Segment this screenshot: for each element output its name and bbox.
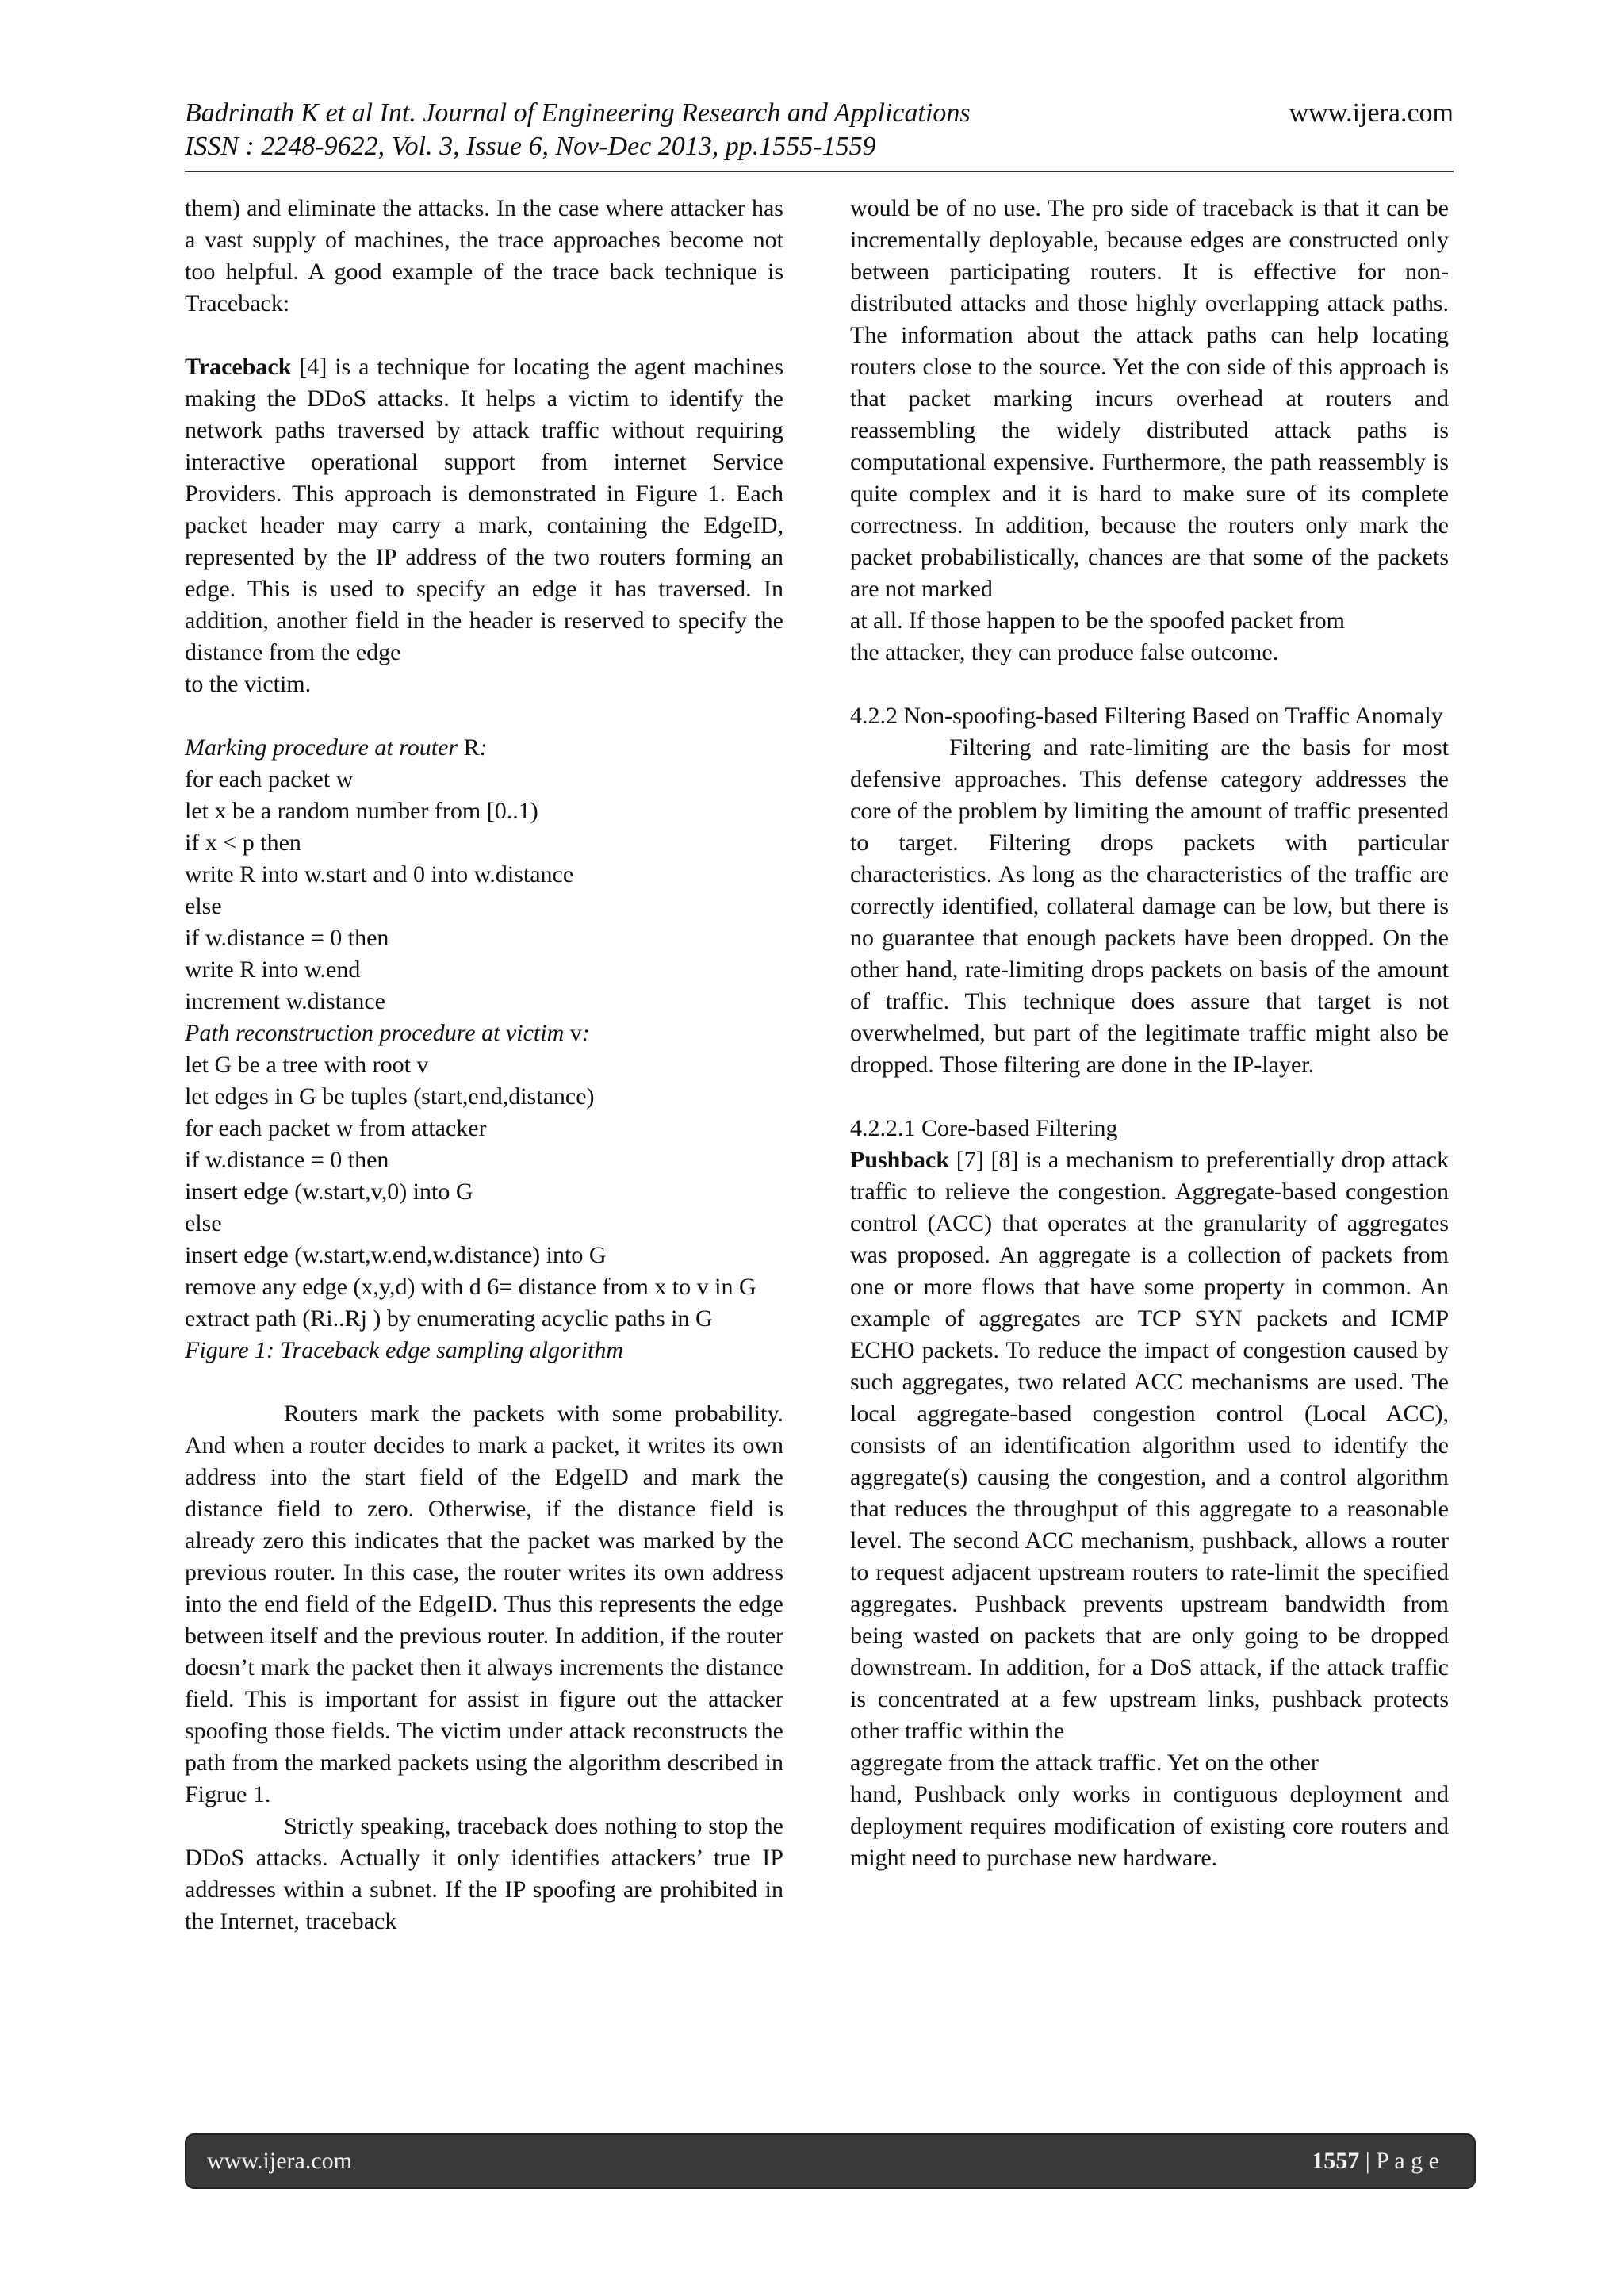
algorithm-line: let edges in G be tuples (start,end,distance) [185,1083,595,1110]
traceback-paragraph: Traceback [4] is a technique for locating the agent machines making the DDoS attacks. It helps a victim to identify the network paths traversed by attack traffic without requiring interactive operational support from internet Service Providers. This approach is demonstrated in Figure 1. Each packet header may carry a mark, containing the EdgeID, represented by the IP address of the two routers forming an edge. This is used to specify an edge it has traversed. In addition, another field in the header is reserved to specify the distance from the edge [185,354,783,665]
algorithm-line: increment w.distance [185,988,385,1014]
algorithm-line: else [185,1210,222,1236]
page-number: 1557 | P a g e [1312,2148,1439,2174]
pushback-paragraph: Pushback [7] [8] is a mechanism to preferentially drop attack traffic to relieve the congestion. Aggregate-based congestion control (ACC) that operates at the granularity of aggregates was proposed. An aggregate is a collection of packets from one or more flows that have some property in common. An example of aggregates are TCP SYN packets and ICMP ECHO packets. To reduce the impact of congestion caused by such aggregates, two related ACC mechanisms are used. The local aggregate-based congestion control (Local ACC), consists of an identification algorithm used to identify the aggregate(s) causing the congestion, and a control algorithm that reduces the throughput of this aggregate to a reasonable level. The second ACC mechanism, pushback, allows a router to request adjacent upstream routers to rate-limit the specified aggregates. Pushback prevents upstream bandwidth from being wasted on packets that are only going to be dropped downstream. In addition, for a DoS attack, if the attack traffic is concentrated at a few upstream links, pushback protects other traffic within the [850,1147,1449,1744]
left-column [185,193,783,1938]
paragraph: them) and eliminate the attacks. In the case where attacker has a vast supply of machines, the trace approaches become not too helpful. A good example of the trace back technique is Traceback: [185,195,783,316]
term-pushback: Pushback [850,1147,950,1173]
algorithm-line: let x be a random number from [0..1) [185,798,538,824]
algorithm-line: if x < p then [185,830,301,856]
paragraph: Strictly speaking, traceback does nothing to stop the DDoS attacks. Actually it only identifies attackers’ true IP addresses within a subnet. If the IP spoofing are prohibited in the Internet, traceback [185,1813,783,1934]
algorithm-line: if w.distance = 0 then [185,925,389,951]
paragraph-tail: the attacker, they can produce false outcome. [850,639,1279,665]
algorithm-line: insert edge (w.start,v,0) into G [185,1179,473,1205]
paragraph-tail: to the victim. [185,671,312,697]
algorithm-line: for each packet w from attacker [185,1115,487,1141]
running-header [185,97,1454,163]
algorithm-line: for each packet w [185,766,354,792]
algorithm-line: let G be a tree with root v [185,1052,429,1078]
paragraph: Routers mark the packets with some probability. And when a router decides to mark a packet, it writes its own address into the start field of the EdgeID and mark the distance field to zero. Otherwise, if the distance field is already zero this indicates that the packet was marked by the previous router. In this case, the router writes its own address into the end field of the EdgeID. Thus this represents the edge between itself and the previous router. In addition, if the router doesn’t mark the packet then it always increments the distance field. This is important for assist in figure out the attacker spoofing those fields. The victim under attack reconstructs the path from the marked packets using the algorithm described in Figrue 1. [185,1401,783,1807]
issn-line: ISSN : 2248-9622, Vol. 3, Issue 6, Nov-Dec 2013, pp.1555-1559 [185,132,876,161]
paragraph-tail: aggregate from the attack traffic. Yet on the other [850,1750,1319,1776]
section-heading: 4.2.2 Non-spoofing-based Filtering Based on Traffic Anomaly [850,703,1443,729]
algorithm-line: write R into w.end [185,956,361,983]
algorithm-line: insert edge (w.start,w.end,w.distance) into G [185,1242,607,1268]
algorithm-line: extract path (Ri..Rj ) by enumerating acyclic paths in G [185,1305,713,1332]
algorithm-line: if w.distance = 0 then [185,1147,389,1173]
footer-url[interactable]: www.ijera.com [207,2148,352,2174]
header-rule [185,171,1454,172]
algorithm-line: else [185,893,222,919]
figure-caption: Figure 1: Traceback edge sampling algorithm [185,1337,623,1363]
algorithm-block [185,732,783,1366]
algorithm-heading: Path reconstruction procedure at victim v: [185,1020,590,1046]
journal-title: Badrinath K et al Int. Journal of Engineering Research and Applications [185,98,971,128]
algorithm-line: remove any edge (x,y,d) with d 6= distance from x to v in G [185,1274,756,1300]
paragraph: Filtering and rate-limiting are the basis for most defensive approaches. This defense category addresses the core of the problem by limiting the amount of traffic presented to target. Filtering drops packets with particular characteristics. As long as the characteristics of the traffic are correctly identified, collateral damage can be low, but there is no guarantee that enough packets have been dropped. On the other hand, rate-limiting drops packets on basis of the amount of traffic. This technique does assure that target is not overwhelmed, but part of the legitimate traffic might also be dropped. Those filtering are done in the IP-layer. [850,734,1449,1078]
header-url[interactable]: www.ijera.com [1289,98,1454,128]
page-footer [185,2133,1476,2189]
algorithm-line: write R into w.start and 0 into w.distance [185,861,574,887]
paragraph: would be of no use. The pro side of traceback is that it can be incrementally deployable, because edges are constructed only between participating routers. It is effective for non-distributed attacks and those highly overlapping attack paths. The information about the attack paths can help locating routers close to the source. Yet the con side of this approach is that packet marking incurs overhead at routers and reassembling the widely distributed attack paths is computational expensive. Furthermore, the path reassembly is quite complex and it is hard to make sure of its complete correctness. In addition, because the routers only mark the packet probabilistically, chances are that some of the packets are not marked [850,195,1449,602]
subsection-heading: 4.2.2.1 Core-based Filtering [850,1115,1118,1141]
term-traceback: Traceback [185,354,292,380]
right-column [850,193,1449,1874]
paragraph-tail: hand, Pushback only works in contiguous deployment and deployment requires modification of existing core routers and might need to purchase new hardware. [850,1781,1449,1871]
algorithm-heading: Marking procedure at router R: [185,734,488,761]
paragraph-tail: at all. If those happen to be the spoofed packet from [850,608,1345,634]
